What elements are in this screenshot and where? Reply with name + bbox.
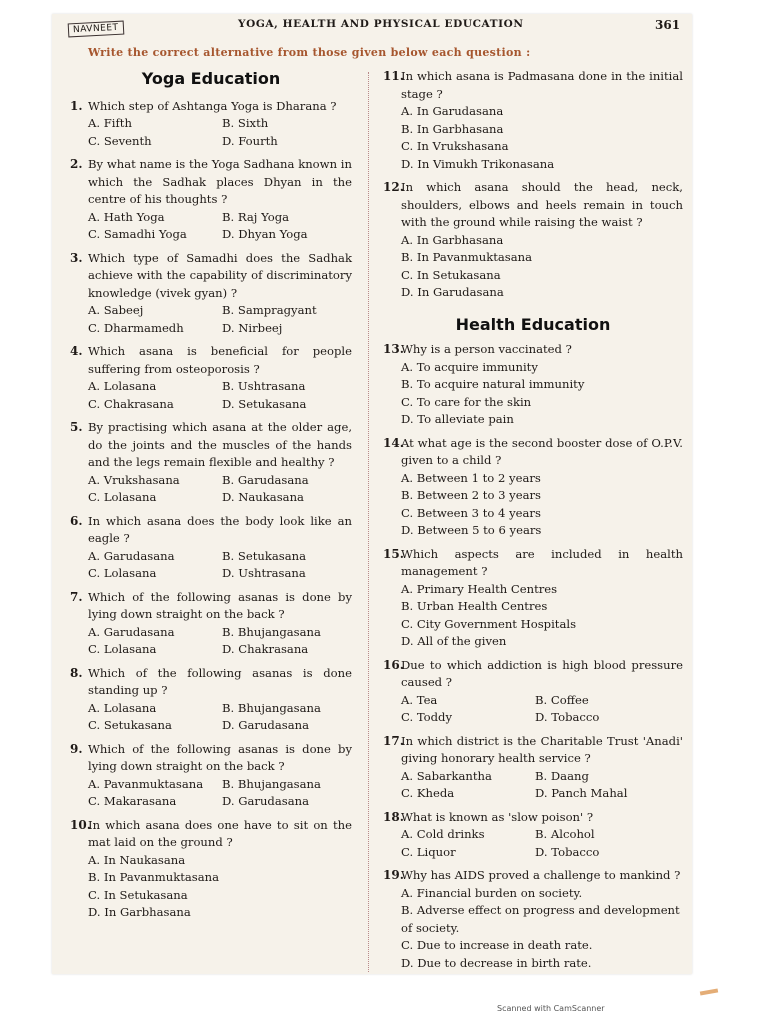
question-text: Which aspects are included in health management ? [401,546,683,578]
options-list [383,470,683,540]
question-number: 7. [70,589,83,604]
question-item [70,156,352,244]
options-list [383,103,683,173]
answer-option: B. Bhujangasana [222,700,321,715]
question-number: 13. [383,342,404,356]
question-number: 2. [70,157,83,171]
answer-option: C. To care for the skin [401,394,532,409]
question-number: 15. [383,546,404,561]
column-divider [368,72,369,972]
question-number: 5. [70,420,83,434]
question-number: 6. [70,513,83,528]
answer-option: B. Sampragyant [222,303,317,317]
question-number: 8. [70,665,83,680]
answer-option: D. In Vimukh Trikonasana [401,156,555,171]
question-item [383,341,683,429]
question-item [70,817,352,922]
answer-option: A. In Naukasana [88,852,186,867]
answer-option: B. Setukasana [222,548,306,563]
answer-option: A. Financial burden on society. [401,885,583,900]
answer-option: C. Lolasana [88,490,157,504]
question-number: 9. [70,741,83,756]
question-text: In which asana is Padmasana done in the initial stage ? [401,69,683,101]
question-item [70,343,352,413]
options-list [383,768,683,803]
answer-option: A. In Garudasana [401,104,504,118]
question-number: 18. [383,809,404,824]
answer-option: C. Dharmamedh [88,320,184,335]
answer-option: D. Panch Mahal [535,786,628,800]
options-list [70,700,352,735]
answer-option: C. Due to increase in death rate. [401,938,593,952]
question-text: At what age is the second booster dose of O.P.V. given to a child ? [401,435,683,467]
options-list [70,624,352,659]
answer-option: B. To acquire natural immunity [401,377,585,391]
answer-option: D. Nirbeej [222,320,283,335]
answer-option: D. In Garbhasana [88,905,191,919]
question-item [383,809,683,862]
question-number: 19. [383,868,404,882]
question-item [70,250,352,338]
answer-option: A. Garudasana [88,624,175,639]
answer-option: A. In Garbhasana [401,232,504,247]
question-text: Which step of Ashtanga Yoga is Dharana ? [88,98,337,113]
answer-option: D. Dhyan Yoga [222,227,308,241]
question-number: 3. [70,250,83,265]
answer-option: B. Between 2 to 3 years [401,488,541,502]
question-item [70,98,352,151]
answer-option: D. All of the given [401,634,507,648]
question-text: Which of the following asanas is done by lying down straight on the back ? [88,741,352,773]
answer-option: B. In Pavanmuktasana [88,870,220,884]
question-item [383,867,683,972]
answer-option: A. Primary Health Centres [401,581,558,596]
left-column [70,68,352,928]
question-text: In which district is the Charitable Trust 'Anadi' giving honorary health service ? [401,733,683,765]
page-number: 361 [655,18,681,32]
answer-option: D. To alleviate pain [401,412,514,426]
question-number: 12. [383,180,404,194]
options-list [70,548,352,583]
options-list [70,209,352,244]
question-text: In which asana does one have to sit on the mat laid on the ground ? [88,817,352,849]
question-item [70,665,352,735]
question-text: Why is a person vaccinated ? [401,342,572,356]
answer-option: C. Lolasana [88,566,157,580]
question-number: 1. [70,98,83,113]
answer-option: B. Raj Yoga [222,209,290,224]
question-item [383,435,683,540]
question-item [383,546,683,651]
answer-option: C. Samadhi Yoga [88,227,187,241]
answer-option: C. Makarasana [88,794,177,808]
answer-option: D. Due to decrease in birth rate. [401,955,592,970]
answer-option: A. Sabeej [88,303,144,317]
options-list [383,885,683,973]
answer-option: A. Vrukshasana [88,472,180,487]
answer-option: C. In Vrukshasana [401,139,509,153]
answer-option: B. In Garbhasana [401,121,504,136]
answer-option: A. Fifth [88,116,132,130]
section-heading-health: Health Education [455,314,611,334]
options-list [383,359,683,429]
answer-option: B. Daang [535,768,589,783]
answer-option: D. Ushtrasana [222,566,306,580]
answer-option: D. Between 5 to 6 years [401,523,542,537]
publisher-logo: NAVNEET [68,21,124,38]
question-text: In which asana does the body look like an eagle ? [88,513,352,545]
question-text: Which asana is beneficial for people suffering from osteoporosis ? [88,344,352,376]
answer-option: B. Coffee [535,692,589,707]
question-text: What is known as 'slow poison' ? [401,809,594,824]
answer-option: B. In Pavanmuktasana [401,250,533,264]
answer-option: C. In Setukasana [88,887,188,902]
answer-option: D. Setukasana [222,396,307,411]
answer-option: D. Tobacco [535,710,600,724]
answer-option: A. Tea [401,692,438,707]
question-item [383,733,683,803]
answer-option: B. Ushtrasana [222,379,306,393]
running-header: YOGA, HEALTH AND PHYSICAL EDUCATION [238,18,524,30]
answer-option: A. Pavanmuktasana [88,776,204,791]
answer-option: B. Sixth [222,116,269,130]
answer-option: C. In Setukasana [401,267,501,282]
answer-option: D. Chakrasana [222,642,309,656]
answer-option: D. Tobacco [535,844,600,859]
answer-option: D. Garudasana [222,718,310,732]
answer-option: C. Seventh [88,133,152,148]
question-number: 14. [383,435,404,450]
question-text: In which asana should the head, neck, shoulders, elbows and heels remain in touch with the ground while raising the waist ? [401,180,683,229]
question-number: 16. [383,657,404,672]
right-column [383,68,683,978]
answer-option: C. Toddy [401,710,453,724]
answer-option: A. Between 1 to 2 years [401,470,541,485]
question-item [383,68,683,173]
answer-option: C. Lolasana [88,642,157,656]
question-text: Which of the following asanas is done by lying down straight on the back ? [88,589,352,621]
answer-option: B. Adverse effect on progress and development of society. [401,903,680,935]
question-item [70,419,352,507]
options-list [70,378,352,413]
question-item [70,741,352,811]
question-item [383,179,683,302]
answer-option: A. Cold drinks [401,827,485,841]
answer-option: A. Sabarkantha [401,768,492,783]
options-list [383,826,683,861]
options-list [70,115,352,150]
answer-option: C. Setukasana [88,718,172,732]
answer-option: A. Garudasana [88,548,175,563]
answer-option: B. Urban Health Centres [401,599,548,613]
question-text: Why has AIDS proved a challenge to mankind ? [401,868,681,882]
answer-option: D. Naukasana [222,490,304,504]
answer-option: B. Garudasana [222,472,309,487]
question-number: 17. [383,733,404,748]
question-text: By practising which asana at the older age, do the joints and the muscles of the hands and the legs remain flexible and healthy ? [88,420,352,469]
options-list [70,472,352,507]
question-number: 11. [383,69,404,83]
page-mark [700,988,718,995]
answer-option: B. Bhujangasana [222,624,321,639]
instruction-line: Write the correct alternative from those given below each question : [88,46,531,59]
answer-option: C. City Government Hospitals [401,616,577,631]
options-list [383,692,683,727]
options-list [70,776,352,811]
question-number: 4. [70,344,83,358]
section-heading-yoga: Yoga Education [141,69,281,88]
answer-option: D. Garudasana [222,794,310,808]
question-text: Due to which addiction is high blood pressure caused ? [401,657,683,689]
question-item [383,657,683,727]
question-text: Which of the following asanas is done standing up ? [88,665,352,697]
answer-option: A. Hath Yoga [88,209,165,224]
question-item [70,589,352,659]
question-item [70,513,352,583]
answer-option: C. Chakrasana [88,396,174,411]
options-list [70,852,352,922]
options-list [383,581,683,651]
answer-option: A. Lolasana [88,700,157,715]
answer-option: A. Lolasana [88,379,157,393]
answer-option: C. Liquor [401,844,456,859]
question-number: 10. [70,817,91,832]
options-list [383,232,683,302]
question-text: By what name is the Yoga Sadhana known in which the Sadhak places Dhyan in the centre of his thoughts ? [88,157,352,206]
answer-option: C. Kheda [401,786,455,800]
answer-option: D. Fourth [222,133,278,148]
answer-option: C. Between 3 to 4 years [401,505,541,520]
question-text: Which type of Samadhi does the Sadhak achieve with the capability of discriminatory knowledge (vivek gyan) ? [88,250,352,300]
answer-option: A. To acquire immunity [401,359,538,374]
answer-option: B. Bhujangasana [222,776,321,791]
scanner-watermark: Scanned with CamScanner [497,1004,605,1013]
options-list [70,302,352,337]
answer-option: D. In Garudasana [401,285,504,299]
answer-option: B. Alcohol [535,827,595,841]
